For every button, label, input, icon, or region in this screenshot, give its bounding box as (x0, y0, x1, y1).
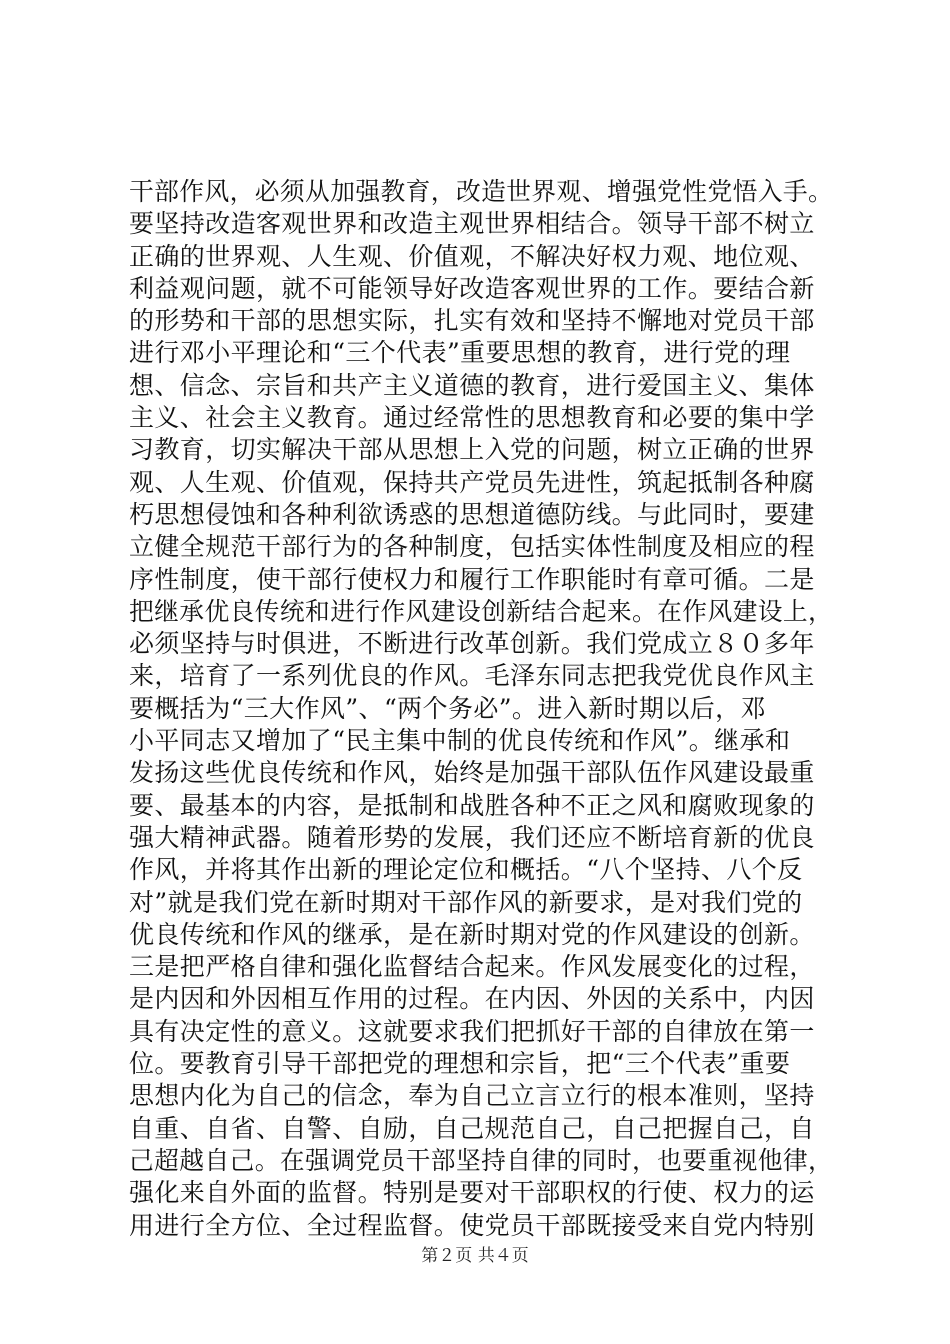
text-line: 利益观问题，就不可能领导好改造客观世界的工作。要结合新 (129, 273, 815, 303)
body-text (129, 176, 839, 1242)
text-line: 立健全规范干部行为的各种制度，包括实体性制度及相应的程 (129, 532, 815, 562)
text-line: 来，培育了一系列优良的作风。毛泽东同志把我党优良作风主 (129, 661, 815, 691)
text-line: 强大精神武器。随着形势的发展，我们还应不断培育新的优良 (129, 822, 815, 852)
text-line: 进行邓小平理论和“三个代表”重要思想的教育，进行党的理 (129, 338, 791, 368)
text-line: 主义、社会主义教育。通过经常性的思想教育和必要的集中学 (129, 403, 815, 433)
text-line: 序性制度，使干部行使权力和履行工作职能时有章可循。二是 (129, 564, 815, 594)
text-line: 把继承优良传统和进行作风建设创新结合起来。在作风建设上， (129, 596, 834, 626)
text-line: 具有决定性的意义。这就要求我们把抓好干部的自律放在第一 (129, 1016, 815, 1046)
text-line: 要概括为“三大作风”、“两个务必”。进入新时期以后，邓 (129, 693, 766, 723)
page-footer: 第２页 共４页 (421, 1246, 529, 1266)
text-line: 用进行全方位、全过程监督。使党员干部既接受来自党内特别 (129, 1210, 815, 1240)
text-line: 要坚持改造客观世界和改造主观世界相结合。领导干部不树立 (129, 209, 815, 239)
text-line: 观、人生观、价值观，保持共产党员先进性，筑起抵制各种腐 (129, 467, 815, 497)
text-line: 对”就是我们党在新时期对干部作风的新要求，是对我们党的 (129, 887, 803, 917)
text-line: 的形势和干部的思想实际，扎实有效和坚持不懈地对党员干部 (129, 306, 815, 336)
text-line: 习教育，切实解决干部从思想上入党的问题，树立正确的世界 (129, 435, 815, 465)
text-line: 自重、自省、自警、自励，自己规范自己，自己把握自己，自 (129, 1113, 815, 1143)
text-line: 是内因和外因相互作用的过程。在内因、外因的关系中，内因 (129, 984, 815, 1014)
text-line: 正确的世界观、人生观、价值观，不解决好权力观、地位观、 (129, 241, 815, 271)
text-line: 要、最基本的内容，是抵制和战胜各种不正之风和腐败现象的 (129, 790, 815, 820)
text-line: 小平同志又增加了“民主集中制的优良传统和作风”。继承和 (129, 726, 791, 756)
text-line: 位。要教育引导干部把党的理想和宗旨，把“三个代表”重要 (129, 1049, 791, 1079)
text-line: 朽思想侵蚀和各种利欲诱惑的思想道德防线。与此同时，要建 (129, 499, 815, 529)
text-line: 三是把严格自律和强化监督结合起来。作风发展变化的过程， (129, 952, 815, 982)
text-line: 干部作风，必须从加强教育，改造世界观、增强党性党悟入手。 (129, 177, 834, 206)
text-line: 作风，并将其作出新的理论定位和概括。“八个坚持、八个反 (129, 855, 803, 885)
text-line: 己超越自己。在强调党员干部坚持自律的同时，也要重视他律， (129, 1145, 834, 1175)
text-line: 想、信念、宗旨和共产主义道德的教育，进行爱国主义、集体 (129, 370, 815, 400)
text-line: 发扬这些优良传统和作风，始终是加强干部队伍作风建设最重 (129, 758, 815, 788)
text-line: 强化来自外面的监督。特别是要对干部职权的行使、权力的运 (129, 1178, 815, 1208)
text-line: 优良传统和作风的继承，是在新时期对党的作风建设的创新。 (129, 919, 815, 949)
text-line: 思想内化为自己的信念，奉为自己立言立行的根本准则，坚持 (129, 1081, 815, 1111)
text-line: 必须坚持与时俱进，不断进行改革创新。我们党成立８０多年 (129, 629, 815, 659)
